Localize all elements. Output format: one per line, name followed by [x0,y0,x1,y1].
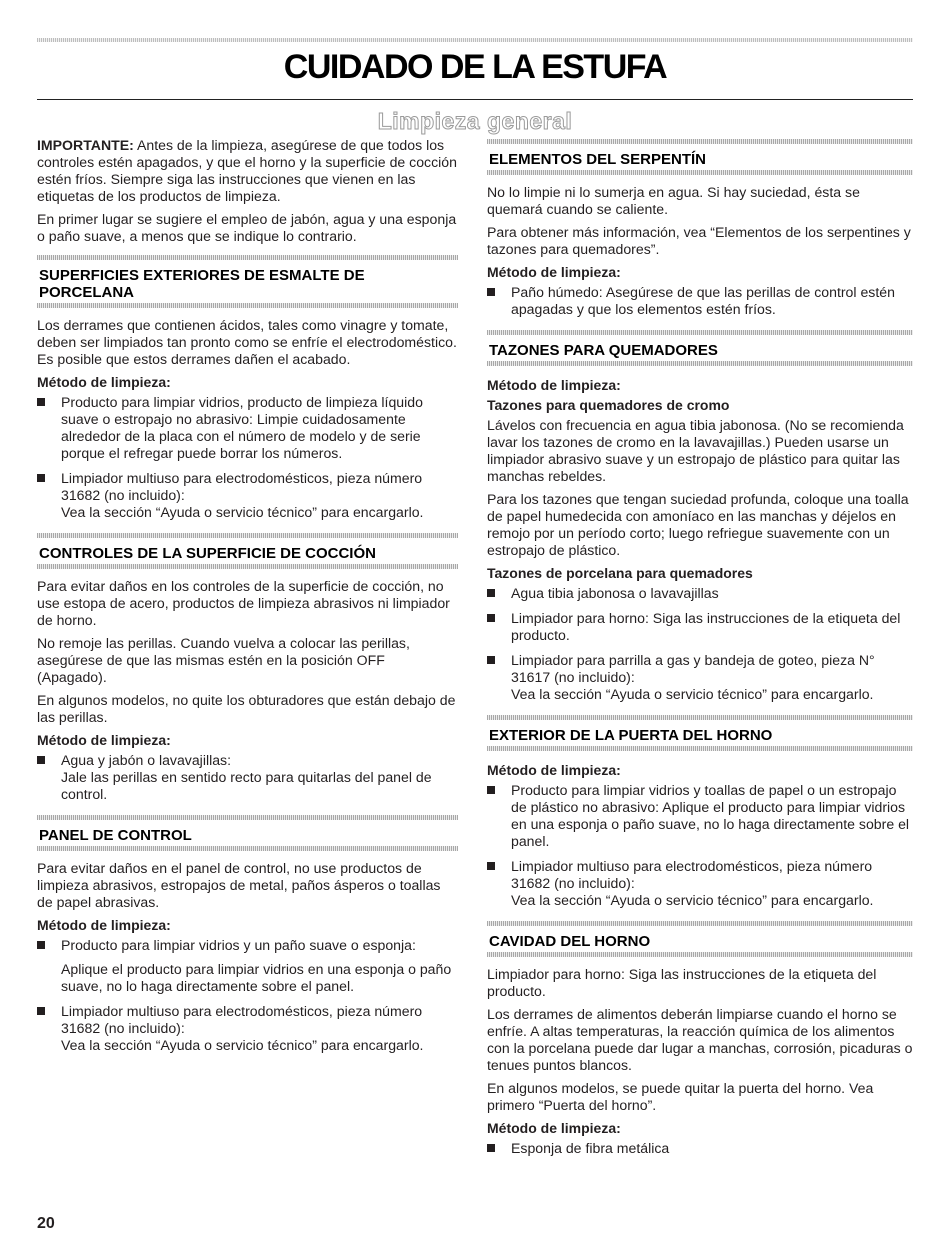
bullet-text: Limpiador para horno: Siga las instrucciones de la etiqueta del producto. [511,610,901,643]
section-panel-de-control [37,815,458,1054]
method-label: Método de limpieza: [37,374,171,390]
list-item [487,652,913,703]
bullet-square-icon [487,656,495,664]
section-paragraph: Para obtener más información, vea “Elementos de los serpentines y tazones para quemadores”. [487,224,911,257]
section-paragraph: Lávelos con frecuencia en agua tibia jabonosa. (No se recomienda lavar los tazones de cromo en la lavavajillas.) Pueden usarse un limpiador abrasivo suave y un estropajo de plástico para quitar las manchas rebeldes. [487,417,904,484]
bullet-square-icon [487,862,495,870]
list-item [37,937,458,995]
section-paragraph: No remoje las perillas. Cuando vuelva a colocar las perillas, asegúrese de que las mismas estén en la posición OFF (Apagado). [37,635,410,685]
section-tazones-quemadores [487,330,913,703]
section-paragraph: Los derrames de alimentos deberán limpiarse cuando el horno se enfríe. A altas temperaturas, la reacción química de los alimentos con la porcelana puede dar lugar a manchas, corrosión, picaduras o tenues puntos blancos. [487,1006,913,1073]
page-subtitle: Limpieza general [377,108,573,134]
intro-paragraph: En primer lugar se sugiere el empleo de jabón, agua y una esponja o paño suave, a menos que se indique lo contrario. [37,211,457,244]
list-item [487,858,913,909]
bullet-square-icon [37,398,45,406]
bullet-text: Esponja de fibra metálica [511,1140,670,1156]
method-label: Método de limpieza: [37,917,171,933]
list-item [487,1140,913,1157]
important-label: IMPORTANTE: [37,137,134,153]
bullet-text: Agua tibia jabonosa o lavavajillas [511,585,719,601]
section-heading: CAVIDAD DEL HORNO [489,933,651,950]
bullet-square-icon [37,941,45,949]
bullet-square-icon [487,288,495,296]
section-heading: SUPERFICIES EXTERIORES DE ESMALTE DE PORCELANA [39,267,365,301]
bullet-square-icon [37,474,45,482]
bullet-text-continued: Vea la sección “Ayuda o servicio técnico” para encargarlo. [61,1037,424,1053]
bullet-text: Limpiador multiuso para electrodomésticos, pieza número 31682 (no incluido): [511,858,873,891]
section-heading: ELEMENTOS DEL SERPENTÍN [489,151,706,168]
section-heading: TAZONES PARA QUEMADORES [489,342,718,359]
bullet-text-continued: Jale las perillas en sentido recto para quitarlas del panel de control. [61,769,432,802]
bullet-square-icon [37,756,45,764]
bullet-text: Limpiador para parrilla a gas y bandeja de goteo, pieza N° 31617 (no incluido): [511,652,875,685]
list-item [487,610,913,644]
section-heading: EXTERIOR DE LA PUERTA DEL HORNO [489,727,773,744]
method-label: Método de limpieza: [487,264,621,280]
bullet-list [487,1140,913,1157]
bullet-text: Limpiador multiuso para electrodomésticos, pieza número 31682 (no incluido): [61,470,423,503]
section-paragraph: Limpiador para horno: Siga las instrucciones de la etiqueta del producto. [487,966,877,999]
list-item [487,782,913,850]
bullet-text-continued: Vea la sección “Ayuda o servicio técnico” para encargarlo. [511,686,874,702]
section-heading: CONTROLES DE LA SUPERFICIE DE COCCIÓN [39,545,376,562]
method-label: Método de limpieza: [487,377,621,393]
section-paragraph: Para los tazones que tengan suciedad profunda, coloque una toalla de papel humedecida con amoníaco en las manchas y déjelos en remojo por un período corto; luego refriegue suavemente con un estropajo de plástico. [487,491,909,558]
bullet-extra-text: Aplique el producto para limpiar vidrios en una esponja o paño suave, no lo haga directamente sobre el panel. [61,961,452,994]
bullet-square-icon [487,1144,495,1152]
page-title: CUIDADO DE LA ESTUFA [283,48,667,86]
bullet-text: Agua y jabón o lavavajillas: [61,752,232,768]
bullet-list [487,585,913,703]
list-item [487,585,913,602]
top-hatch-rule [37,38,913,42]
method-label: Método de limpieza: [487,762,621,778]
subheading-porcelana: Tazones de porcelana para quemadores [487,565,753,581]
section-paragraph: En algunos modelos, no quite los obturadores que están debajo de las perillas. [37,692,456,725]
bullet-square-icon [37,1007,45,1015]
bullet-list [37,937,458,1054]
method-label: Método de limpieza: [487,1120,621,1136]
bullet-list [37,752,458,803]
bullet-text: Limpiador multiuso para electrodomésticos, pieza número 31682 (no incluido): [61,1003,423,1036]
left-column [37,137,458,1062]
list-item [37,1003,458,1054]
section-paragraph: No lo limpie ni lo sumerja en agua. Si hay suciedad, ésta se quemará cuando se caliente. [487,184,860,217]
bullet-text-continued: Vea la sección “Ayuda o servicio técnico” para encargarlo. [61,504,424,520]
bullet-list [487,284,913,318]
section-paragraph: Para evitar daños en el panel de control, no use productos de limpieza abrasivos, estropajos de metal, paños ásperos o toallas de papel abrasivas. [37,860,441,910]
bullet-list [37,394,458,521]
bullet-square-icon [487,589,495,597]
section-exterior-puerta-horno [487,715,913,909]
important-paragraph [37,137,458,205]
bullet-square-icon [487,614,495,622]
page-number: 20 [37,1215,55,1232]
bullet-square-icon [487,786,495,794]
section-cavidad-horno [487,921,913,1157]
bullet-text: Producto para limpiar vidrios y toallas de papel o un estropajo de plástico no abrasivo: Aplique el producto para limpiar vidrios en una esponja o paño suave, no lo haga directamente sobre el panel. [511,782,910,849]
section-paragraph: En algunos modelos, se puede quitar la puerta del horno. Vea primero “Puerta del horno”. [487,1080,874,1113]
section-superficies-exteriores [37,255,458,521]
bullet-text-continued: Vea la sección “Ayuda o servicio técnico” para encargarlo. [511,892,874,908]
section-paragraph: Para evitar daños en los controles de la superficie de cocción, no use estopa de acero, productos de limpieza abrasivos ni limpiador de horno. [37,578,450,628]
list-item [37,752,458,803]
important-text: Antes de la limpieza, asegúrese de que todos los controles estén apagados, y que el horno y la superficie de cocción estén fríos. Siempre siga las instrucciones que vienen en las etiquetas de los productos de limpieza. [37,137,457,204]
section-elementos-serpentin [487,139,913,318]
bullet-text: Producto para limpiar vidrios y un paño suave o esponja: [61,937,416,953]
bullet-text: Paño húmedo: Asegúrese de que las perillas de control estén apagadas y que los elementos estén fríos. [511,284,895,317]
bullet-list [487,782,913,909]
subheading-cromo: Tazones para quemadores de cromo [487,397,730,413]
section-controles-superficie [37,533,458,803]
list-item [37,470,458,521]
bullet-text: Producto para limpiar vidrios, producto de limpieza líquido suave o estropajo no abrasivo: Limpie cuidadosamente alrededor de la placa con el número de modelo y de serie porque el refregar puede borrar los números. [61,394,423,461]
list-item [37,394,458,462]
method-label: Método de limpieza: [37,732,171,748]
section-heading: PANEL DE CONTROL [39,827,192,844]
right-column [487,137,913,1165]
section-paragraph: Los derrames que contienen ácidos, tales como vinagre y tomate, deben ser limpiados tan pronto como se enfríe el electrodoméstico. Es posible que estos derrames dañen el acabado. [37,317,457,367]
list-item [487,284,913,318]
title-divider [37,99,913,100]
